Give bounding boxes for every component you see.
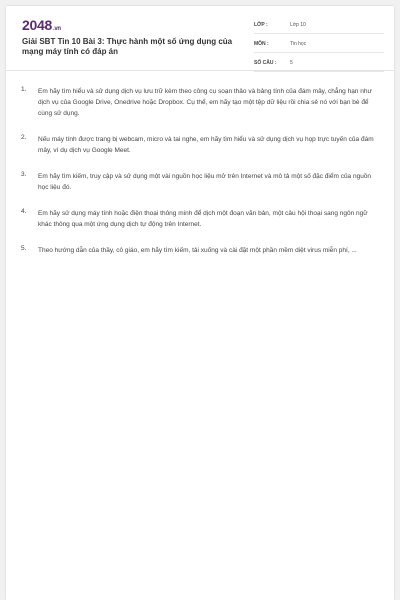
question-text: Theo hướng dẫn của thầy, cô giáo, em hãy tìm kiếm, tải xuống và cài đặt một phần mềm diệt virus miễn phí, ... xyxy=(38,247,357,254)
document-page xyxy=(6,6,394,600)
meta-label: SỐ CÂU : xyxy=(254,60,277,66)
meta-label: LỚP : xyxy=(254,22,268,28)
meta-row-class xyxy=(254,18,384,34)
question-item xyxy=(21,208,376,230)
question-number: 4. xyxy=(21,208,27,215)
meta-label: MÔN : xyxy=(254,41,269,47)
document-header xyxy=(6,6,394,71)
site-logo[interactable] xyxy=(22,17,61,33)
document-title: Giải SBT Tin 10 Bài 3: Thực hành một số ứng dụng của mạng máy tính có đáp án xyxy=(22,37,233,56)
question-text: Em hãy tìm kiếm, truy cập và sử dụng một vài nguồn học liệu mở trên Internet và mô tả một số đặc điểm của nguồn học liệu đó. xyxy=(38,173,372,191)
meta-table xyxy=(254,18,384,75)
meta-row-count xyxy=(254,56,384,72)
question-item xyxy=(21,171,376,193)
question-list xyxy=(21,86,376,271)
question-number: 5. xyxy=(21,245,27,252)
question-text: Em hãy sử dụng máy tính hoặc điện thoại thông minh để dịch một đoạn văn bản, một câu hội thoại sang ngôn ngữ khác thông qua một ứng dụng dịch tự động trên Internet. xyxy=(38,210,368,228)
question-item xyxy=(21,134,376,156)
meta-value: 5 xyxy=(290,60,293,66)
question-item xyxy=(21,86,376,119)
question-number: 2. xyxy=(21,134,27,141)
question-item xyxy=(21,245,376,256)
logo-text: 2048 xyxy=(22,17,52,33)
meta-value: Lớp 10 xyxy=(290,22,306,28)
meta-row-subject xyxy=(254,37,384,53)
meta-value: Tin học xyxy=(290,41,307,47)
logo-suffix: .vn xyxy=(52,26,61,32)
question-number: 1. xyxy=(21,86,27,93)
question-text: Nếu máy tính được trang bị webcam, micro và tai nghe, em hãy tìm hiểu và sử dụng dịch vụ họp trực tuyến của đám mây, ví dụ dịch vụ Google Meet. xyxy=(38,136,374,154)
question-text: Em hãy tìm hiểu và sử dụng dịch vụ lưu trữ kèm theo công cụ soạn thảo và bảng tính của đám mây, chẳng hạn như dịch vụ của Google Drive, Onedrive hoặc Dropbox. Cụ thể, em hãy tạo một tệp dữ liệu rồi chia sẻ nó với bạn bè để cùng sử dụng. xyxy=(38,88,372,117)
question-number: 3. xyxy=(21,171,27,178)
